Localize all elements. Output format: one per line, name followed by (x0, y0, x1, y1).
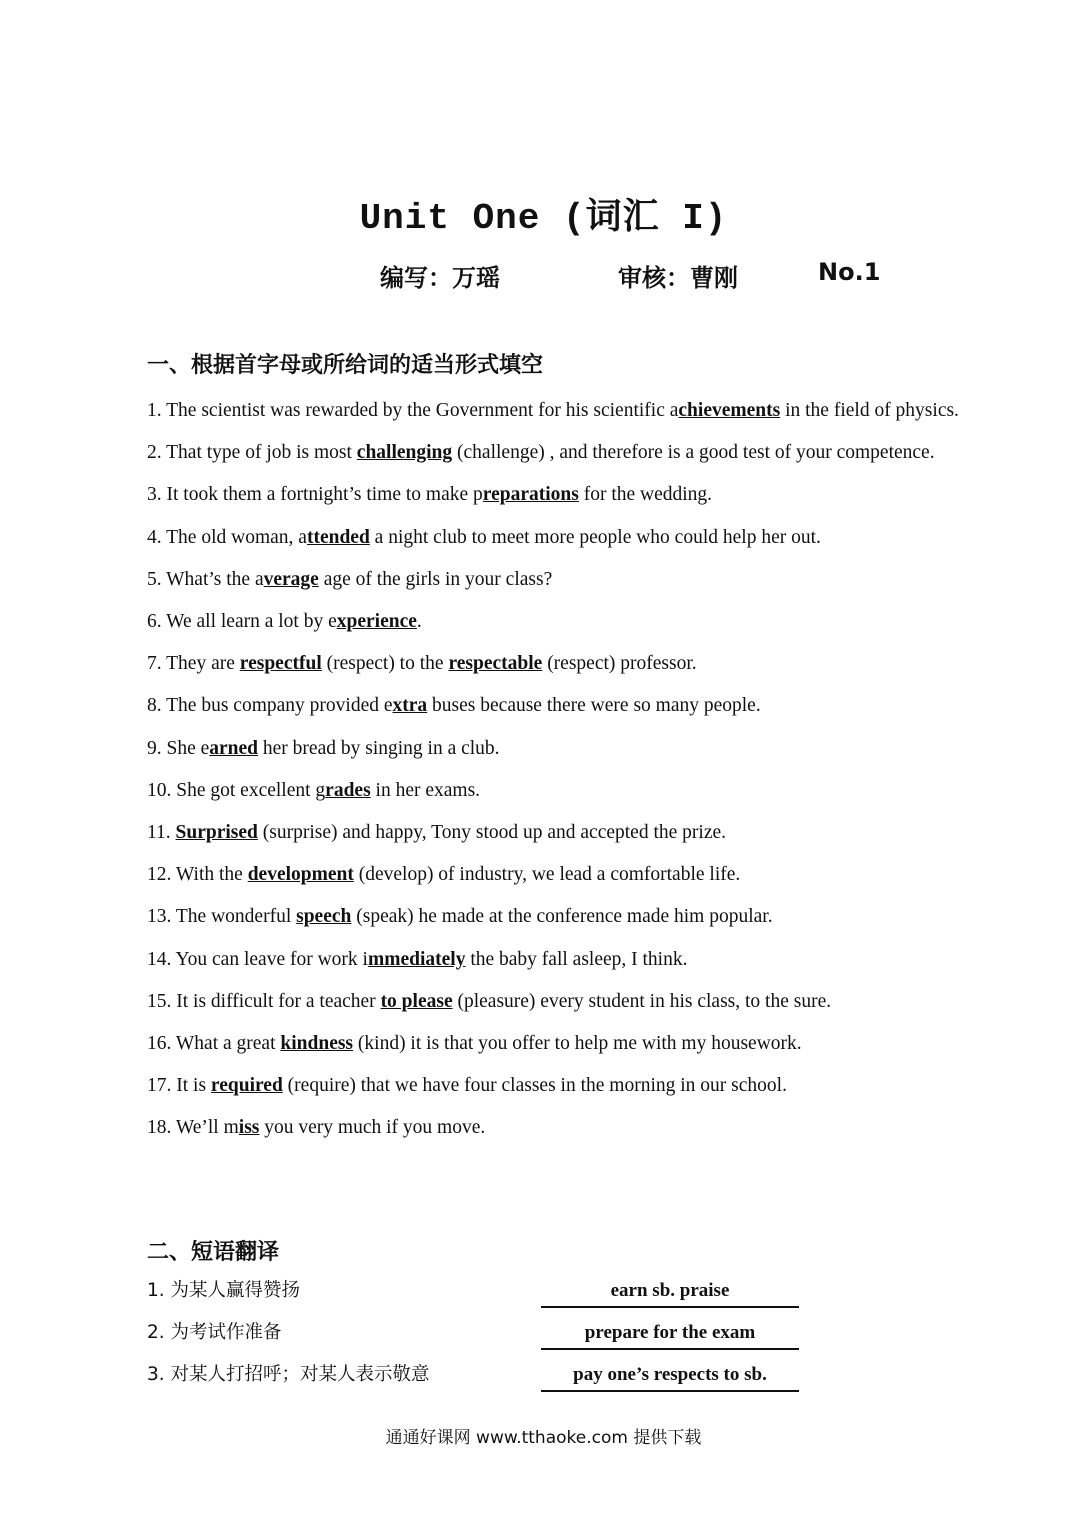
phrase-english-answer: prepare for the exam (541, 1316, 799, 1350)
item-text: (develop) of industry, we lead a comfortable life. (353, 864, 741, 886)
item-text: 9. She e (147, 737, 210, 759)
item-text: 7. They are (147, 653, 240, 675)
exercise-item (147, 474, 999, 516)
item-text: (speak) he made at the conference made him popular. (351, 906, 773, 928)
answer-text: iss (238, 1117, 260, 1139)
answer-text: xperience (336, 611, 417, 633)
phrase-chinese: 1. 为某人赢得赞扬 (147, 1280, 301, 1301)
exercise-item (147, 939, 999, 981)
phrase-english-answer: pay one’s respects to sb. (541, 1358, 799, 1392)
exercise-item (147, 685, 999, 727)
answer-text: respectable (448, 653, 543, 675)
item-text: . (416, 611, 422, 633)
exercise-item (147, 981, 999, 1023)
exercise-item (147, 812, 999, 854)
item-text: 11. (147, 822, 176, 844)
exercise-item (147, 854, 999, 896)
exercise-item (147, 1107, 999, 1149)
exercise-item (147, 1023, 999, 1065)
item-text: age of the girls in your class? (318, 568, 553, 590)
item-text: (respect) to the (321, 653, 449, 675)
reviewer-label: 审核：曹刚 (618, 264, 738, 292)
item-text: (respect) professor. (542, 653, 697, 675)
item-text: 10. She got excellent g (147, 779, 326, 801)
item-text: in the field of physics. (780, 400, 959, 421)
answer-text: respectful (239, 653, 322, 675)
fill-blank-list (147, 390, 999, 1150)
item-text: for the wedding. (578, 484, 713, 506)
item-text: the baby fall asleep, I think. (465, 948, 688, 970)
answer-text: development (247, 864, 354, 886)
item-text: (kind) it is that you offer to help me with my housework. (353, 1033, 802, 1055)
item-text: 3. It took them a fortnight’s time to make p (147, 484, 483, 506)
answer-text: ttended (306, 526, 370, 548)
item-text: 4. The old woman, a (147, 526, 307, 548)
phrase-english-answer: earn sb. praise (541, 1274, 799, 1308)
answer-text: chievements (678, 400, 781, 421)
phrase-translation-list (147, 1274, 847, 1400)
answer-text: speech (296, 906, 352, 928)
answer-text: xtra (392, 695, 428, 717)
exercise-item (147, 896, 999, 938)
exercise-item (147, 643, 999, 685)
exercise-item (147, 770, 999, 812)
worksheet-number: No.1 (818, 258, 881, 286)
item-text: 18. We’ll m (147, 1117, 239, 1139)
phrase-row (147, 1358, 847, 1400)
phrase-chinese: 2. 为考试作准备 (147, 1322, 282, 1343)
item-text: 15. It is difficult for a teacher (147, 990, 381, 1012)
item-text: 12. With the (147, 864, 248, 886)
exercise-item (147, 728, 999, 770)
item-text: (surprise) and happy, Tony stood up and accepted the prize. (257, 822, 727, 844)
item-text: (pleasure) every student in his class, to the sure. (452, 990, 832, 1012)
item-text: 5. What’s the a (147, 568, 264, 590)
answer-text: verage (263, 568, 319, 590)
section-heading-phrase-translation: 二、短语翻译 (147, 1240, 280, 1265)
author-label: 编写：万瑶 (380, 264, 500, 292)
item-text: 17. It is (147, 1075, 211, 1097)
answer-text: mmediately (367, 948, 466, 970)
answer-text: Surprised (175, 822, 258, 844)
item-text: (require) that we have four classes in the morning in our school. (282, 1075, 787, 1097)
footer-credit: 通通好课网 www.tthaoke.com 提供下载 (385, 1428, 702, 1448)
section-heading-fill-blanks: 一、根据首字母或所给词的适当形式填空 (147, 353, 544, 378)
item-text: 8. The bus company provided e (147, 695, 393, 717)
page-title: Unit One (词汇 I) (359, 198, 728, 239)
phrase-row (147, 1316, 847, 1358)
answer-text: challenging (356, 442, 453, 464)
exercise-item (147, 432, 999, 474)
answer-text: reparations (482, 484, 579, 506)
answer-text: arned (209, 737, 259, 759)
answer-text: kindness (280, 1033, 354, 1055)
item-text: 16. What a great (147, 1033, 281, 1055)
exercise-item (147, 390, 999, 432)
phrase-chinese: 3. 对某人打招呼；对某人表示敬意 (147, 1364, 430, 1385)
item-text: buses because there were so many people. (427, 695, 761, 717)
answer-text: required (210, 1075, 283, 1097)
answer-text: rades (325, 779, 371, 801)
exercise-item (147, 517, 999, 559)
item-text: (challenge) , and therefore is a good test of your competence. (452, 442, 935, 464)
item-text: 6. We all learn a lot by e (147, 611, 337, 633)
item-text: her bread by singing in a club. (258, 737, 500, 759)
item-text: in her exams. (370, 779, 481, 801)
item-text: 2. That type of job is most (147, 442, 357, 464)
exercise-item (147, 601, 999, 643)
item-text: you very much if you move. (259, 1117, 486, 1139)
item-text: 13. The wonderful (147, 906, 297, 928)
phrase-row (147, 1274, 847, 1316)
item-text: 14. You can leave for work i (147, 948, 368, 970)
answer-text: to please (380, 990, 453, 1012)
item-text: a night club to meet more people who could help her out. (369, 526, 821, 548)
exercise-item (147, 1065, 999, 1107)
item-text: 1. The scientist was rewarded by the Government for his scientific a (147, 400, 679, 421)
exercise-item (147, 559, 999, 601)
